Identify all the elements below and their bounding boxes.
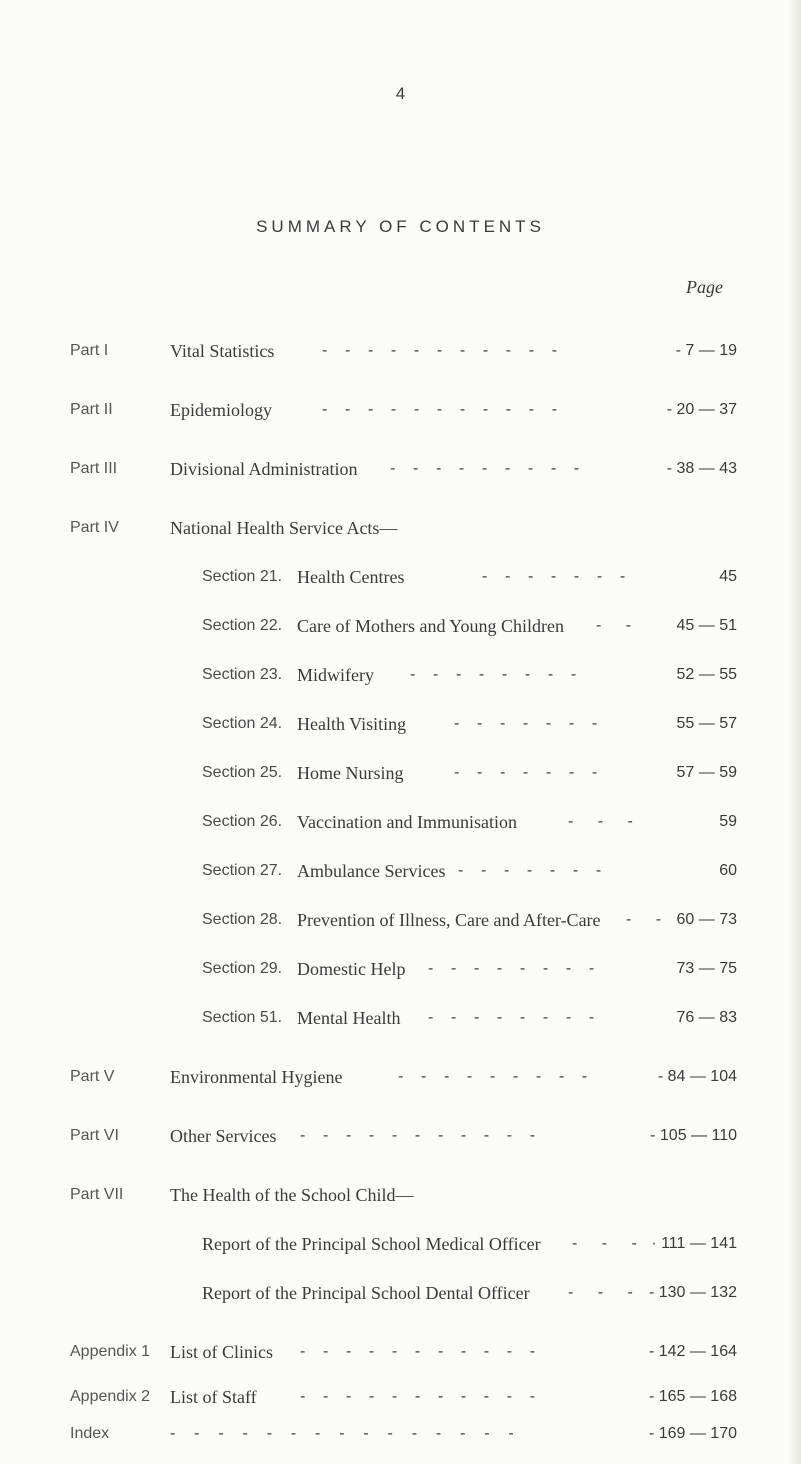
toc-entry-title: Epidemiology — [170, 400, 272, 420]
toc-section-number: Section 21. — [202, 568, 283, 585]
toc-entry-title: Vital Statistics — [170, 341, 275, 361]
toc-row[interactable] — [0, 1005, 801, 1031]
toc-leader: - - - - - - - - — [428, 1009, 601, 1026]
toc-row[interactable] — [0, 809, 801, 835]
toc-page-range: - 105 — 110 — [650, 1127, 737, 1144]
toc-entry-title: Health Visiting — [297, 714, 407, 734]
toc-row[interactable] — [0, 1280, 801, 1306]
toc-leader: - - - — [572, 1235, 647, 1252]
toc-page-range: 45 — 51 — [676, 617, 737, 634]
toc-page-range: - 7 — 19 — [675, 342, 737, 359]
toc-row[interactable] — [0, 613, 801, 639]
toc-row[interactable] — [0, 760, 801, 786]
page-number: 4 — [395, 84, 406, 103]
toc-leader: - - - - - - - - - - - — [300, 1343, 542, 1360]
toc-page-range: 57 — 59 — [676, 764, 737, 781]
toc-row[interactable] — [0, 456, 801, 482]
page-title: SUMMARY OF CONTENTS — [256, 217, 545, 236]
toc-row[interactable] — [0, 338, 801, 364]
toc-section-number: Section 22. — [202, 617, 283, 634]
toc-entry-title: List of Clinics — [170, 1342, 273, 1362]
toc-row[interactable] — [0, 1339, 801, 1365]
toc-leader: - - - — [568, 1284, 643, 1301]
toc-row[interactable] — [0, 1421, 801, 1447]
toc-row[interactable] — [0, 1123, 801, 1149]
toc-row[interactable] — [0, 858, 801, 884]
toc-entry-title: Home Nursing — [297, 763, 404, 783]
toc-entry-title: List of Staff — [170, 1387, 257, 1407]
toc-part-label: Part IV — [70, 519, 119, 536]
toc-section-number: Section 27. — [202, 862, 283, 879]
toc-part-label: Part VI — [70, 1127, 119, 1144]
toc-entry-title: Report of the Principal School Medical Officer — [202, 1234, 541, 1254]
toc-part-label: Appendix 2 — [70, 1388, 151, 1405]
toc-part-label: Part I — [70, 342, 109, 359]
toc-entry-title: Health Centres — [297, 567, 405, 587]
toc-entry-title: Ambulance Services — [297, 861, 446, 881]
toc-entry-title: Divisional Administration — [170, 459, 358, 479]
toc-entry-title: Care of Mothers and Young Children — [297, 616, 564, 636]
toc-row[interactable] — [0, 1231, 801, 1257]
toc-row[interactable] — [0, 564, 801, 590]
toc-row[interactable] — [0, 1182, 801, 1208]
toc-leader: - - - - - - - - - - - — [300, 1388, 542, 1405]
toc-page-range: 59 — [719, 813, 737, 830]
toc-row[interactable] — [0, 711, 801, 737]
toc-entry-title: Mental Health — [297, 1008, 401, 1028]
toc-leader: - - - - - - - — [458, 862, 608, 879]
toc-page-range: - 20 — 37 — [666, 401, 737, 418]
toc-entry-title: Midwifery — [297, 665, 374, 685]
toc-row[interactable] — [0, 397, 801, 423]
toc-entry-title: Report of the Principal School Dental Officer — [202, 1283, 530, 1303]
toc-page-range: 55 — 57 — [676, 715, 737, 732]
toc-section-number: Section 25. — [202, 764, 283, 781]
toc-leader: - - — [596, 617, 642, 634]
toc-leader: - - - - - - - - — [410, 666, 583, 683]
toc-page-range: - 169 — 170 — [648, 1425, 737, 1442]
toc-page-range: 60 — 73 — [676, 911, 737, 928]
toc-page-range: 60 — [719, 862, 737, 879]
toc-entry-title: Domestic Help — [297, 959, 406, 979]
toc-page-range: - 130 — 132 — [648, 1284, 737, 1301]
toc-entry-title: Vaccination and Immunisation — [297, 812, 517, 832]
toc-row[interactable] — [0, 1064, 801, 1090]
toc-leader: - - - - - - - - - - - — [322, 342, 564, 359]
toc-leader: - - - - - - - - - - - — [322, 401, 564, 418]
toc-part-label: Part VII — [70, 1186, 124, 1203]
toc-leader: - - - — [568, 813, 643, 830]
toc-row[interactable] — [0, 907, 801, 933]
toc-page-range: - 38 — 43 — [666, 460, 737, 477]
toc-section-number: Section 51. — [202, 1009, 283, 1026]
toc-section-number: Section 26. — [202, 813, 283, 830]
toc-page-range: - 165 — 168 — [648, 1388, 737, 1405]
toc-leader: - - - - - - - — [454, 715, 604, 732]
toc-page-range: - 142 — 164 — [648, 1343, 737, 1360]
page-column-header: Page — [686, 277, 723, 297]
toc-page-range: 73 — 75 — [676, 960, 737, 977]
toc-row[interactable] — [0, 1384, 801, 1410]
toc-section-number: Section 28. — [202, 911, 283, 928]
toc-entry-title: Prevention of Illness, Care and After-Care — [297, 910, 601, 930]
toc-part-label: Part II — [70, 401, 113, 418]
toc-section-number: Section 23. — [202, 666, 283, 683]
toc-section-number: Section 29. — [202, 960, 283, 977]
toc-page-range: 45 — [719, 568, 737, 585]
toc-page-range: 52 — 55 — [676, 666, 737, 683]
toc-part-label: Part III — [70, 460, 118, 477]
toc-leader: - - - - - - - — [482, 568, 632, 585]
toc-leader: - - - - - - - — [454, 764, 604, 781]
toc-page-range: 76 — 83 — [676, 1009, 737, 1026]
toc-row[interactable] — [0, 515, 801, 541]
toc-part-label: Appendix 1 — [70, 1343, 151, 1360]
toc-leader: - - - - - - - - - — [390, 460, 586, 477]
toc-leader: - - - - - - - - - - - - - - - — [170, 1425, 521, 1442]
toc-row[interactable] — [0, 662, 801, 688]
toc-part-label: Part V — [70, 1068, 115, 1085]
toc-entry-title: Environmental Hygiene — [170, 1067, 343, 1087]
toc-leader: - - — [626, 911, 672, 928]
toc-part-label: Index — [70, 1425, 110, 1442]
toc-page-range: - 84 — 104 — [657, 1068, 737, 1085]
toc-entry-title: National Health Service Acts— — [170, 518, 398, 538]
toc-row[interactable] — [0, 956, 801, 982]
toc-entry-title: The Health of the School Child— — [170, 1185, 414, 1205]
toc-leader: - - - - - - - - - — [398, 1068, 594, 1085]
toc-page-range: · 111 — 141 — [651, 1235, 737, 1252]
toc-leader: - - - - - - - - - - - — [300, 1127, 542, 1144]
toc-leader: - - - - - - - - — [428, 960, 601, 977]
toc-section-number: Section 24. — [202, 715, 283, 732]
toc-entry-title: Other Services — [170, 1126, 277, 1146]
